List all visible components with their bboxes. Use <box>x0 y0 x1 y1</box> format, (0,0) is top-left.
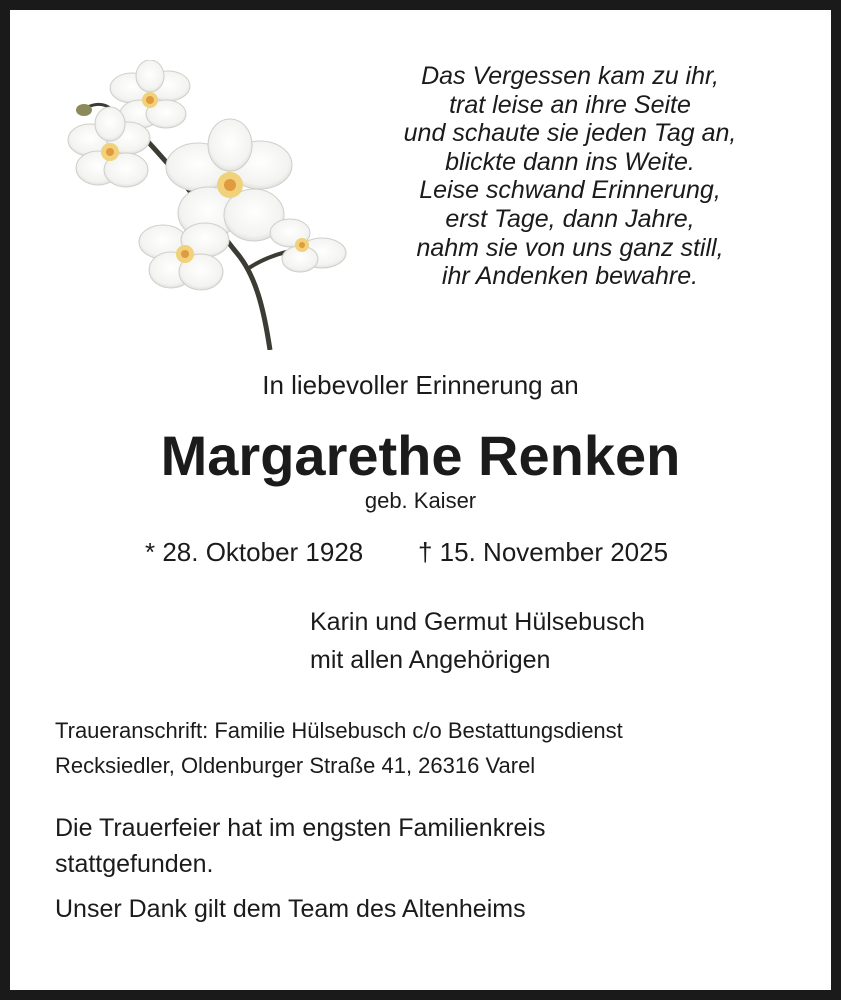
poem-line: nahm sie von uns ganz still, <box>416 233 724 262</box>
poem-line: und schaute sie jeden Tag an, <box>403 119 737 148</box>
mourning-address <box>55 713 623 783</box>
death-date: † 15. November 2025 <box>418 537 669 567</box>
poem-line: trat leise an ihre Seite <box>449 90 691 119</box>
mourner-line: Karin und Germut Hülsebusch <box>310 608 645 636</box>
maiden-name: geb. Kaiser <box>364 488 477 513</box>
poem-line: Leise schwand Erinnerung, <box>419 176 721 205</box>
mourner-line: mit allen Angehörigen <box>310 646 551 674</box>
orchid-illustration <box>50 60 350 350</box>
deceased-name: Margarethe Renken <box>160 424 681 487</box>
poem-line: blickte dann ins Weite. <box>445 147 695 176</box>
thanks-note: Unser Dank gilt dem Team des Altenheims <box>55 895 526 923</box>
poem-line: ihr Andenken bewahre. <box>441 262 699 291</box>
obituary-card <box>10 10 831 990</box>
poem-line: Das Vergessen kam zu ihr, <box>421 62 719 90</box>
mourners <box>310 603 645 679</box>
ceremony-note: Die Trauerfeier hat im engsten Familienkreis stattgefunden. <box>55 814 546 878</box>
address-line: Recksiedler, Oldenburger Straße 41, 26316 Varel <box>55 753 536 778</box>
poem-line: erst Tage, dann Jahre, <box>445 204 695 233</box>
address-line: Traueranschrift: Familie Hülsebusch c/o Bestattungsdienst <box>55 718 623 743</box>
memorial-poem <box>360 62 780 291</box>
birth-date: * 28. Oktober 1928 <box>145 537 364 567</box>
memorial-intro: In liebevoller Erinnerung an <box>262 370 579 400</box>
